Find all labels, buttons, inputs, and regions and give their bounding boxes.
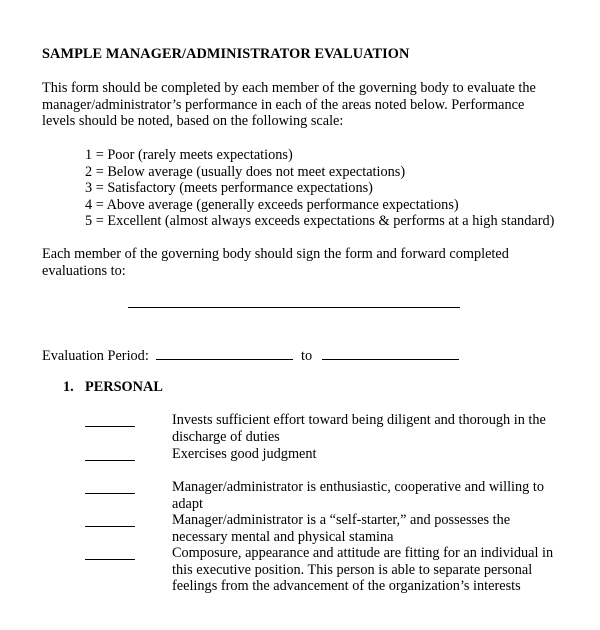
section-heading	[63, 379, 163, 396]
rating-blank[interactable]	[85, 460, 135, 461]
period-start-blank[interactable]	[156, 345, 293, 360]
submission-line: evaluations to:	[42, 262, 126, 279]
period-to-label: to	[300, 348, 313, 364]
rating-scale-item: 1 = Poor (rarely meets expectations)	[85, 147, 293, 163]
evaluation-item	[172, 412, 546, 445]
rating-scale-item: 4 = Above average (generally exceeds performance expectations)	[85, 196, 459, 213]
rating-blank[interactable]	[85, 426, 135, 427]
evaluation-item	[172, 446, 317, 463]
evaluation-item-line: discharge of duties	[172, 428, 280, 445]
evaluation-item-line: Manager/administrator is enthusiastic, cooperative and willing to	[172, 479, 545, 495]
evaluation-item-line: necessary mental and physical stamina	[172, 528, 394, 545]
rating-blank[interactable]	[85, 559, 135, 560]
period-end-blank[interactable]	[322, 345, 459, 360]
evaluation-item	[172, 512, 510, 545]
evaluation-item-line: feelings from the advancement of the organization’s interests	[172, 578, 521, 594]
evaluation-period-label: Evaluation Period:	[42, 348, 149, 364]
evaluation-item-line: Invests sufficient effort toward being diligent and thorough in the	[172, 412, 546, 428]
intro-line: manager/administrator’s performance in each of the areas noted below. Performance	[42, 96, 525, 113]
rating-scale-list	[85, 147, 554, 230]
evaluation-item-line: adapt	[172, 495, 203, 512]
submission-instructions	[42, 246, 509, 279]
rating-blank[interactable]	[85, 493, 135, 494]
evaluation-item	[172, 479, 544, 512]
section-number: 1.	[63, 379, 74, 395]
recipient-blank-line[interactable]	[128, 307, 460, 308]
intro-line: levels should be noted, based on the following scale:	[42, 113, 344, 129]
rating-scale-item: 2 = Below average (usually does not meet expectations)	[85, 163, 406, 180]
evaluation-period-row	[42, 345, 459, 365]
evaluation-item-line: Manager/administrator is a “self-starter,” and possesses the	[172, 512, 511, 528]
document-title: SAMPLE MANAGER/ADMINISTRATOR EVALUATION	[42, 46, 410, 62]
evaluation-item-line: this executive position. This person is able to separate personal	[172, 561, 533, 578]
evaluation-item	[172, 545, 553, 595]
intro-paragraph	[42, 80, 536, 130]
intro-line: This form should be completed by each member of the governing body to evaluate the	[42, 80, 536, 96]
submission-line: Each member of the governing body should sign the form and forward completed	[42, 246, 509, 262]
rating-scale-item: 5 = Excellent (almost always exceeds expectations & performs at a high standard)	[85, 213, 555, 229]
evaluation-item-line: Exercises good judgment	[172, 446, 317, 462]
section-title: PERSONAL	[85, 379, 163, 395]
rating-scale-item: 3 = Satisfactory (meets performance expectations)	[85, 180, 373, 196]
rating-blank[interactable]	[85, 526, 135, 527]
evaluation-item-line: Composure, appearance and attitude are fitting for an individual in	[172, 545, 554, 561]
